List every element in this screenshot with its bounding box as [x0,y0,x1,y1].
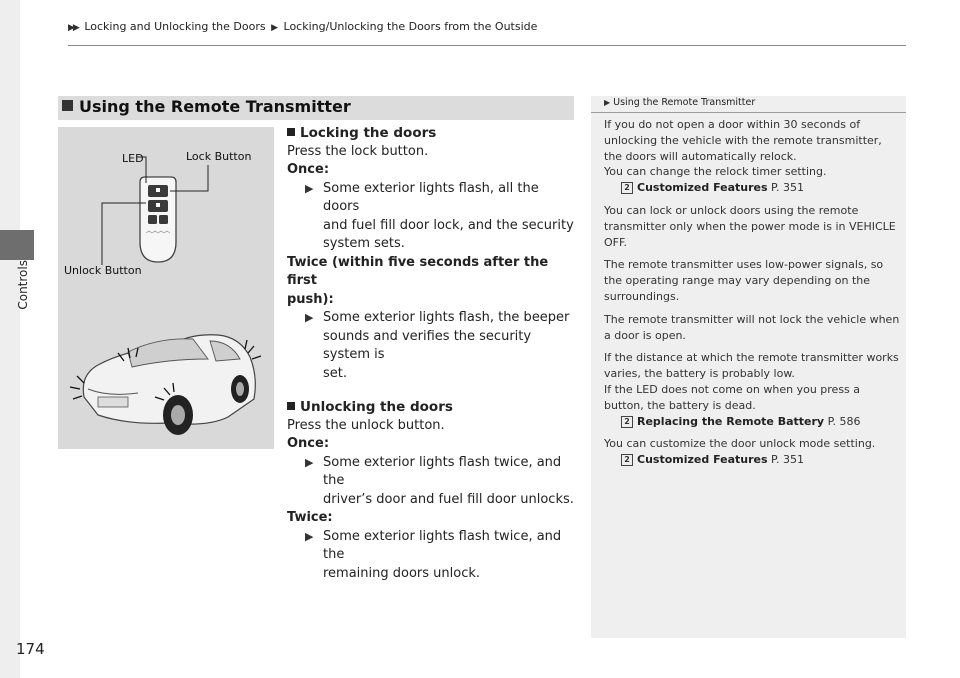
car-illustration-icon [70,335,261,435]
note-text: You can lock or unlock doors using the remote [604,203,859,217]
led-label: LED [122,152,144,165]
lock-button-label: Lock Button [186,150,252,163]
note-text: button, the battery is dead. [604,398,756,412]
breadcrumb [68,20,537,33]
figure-illustration [58,127,274,449]
cross-reference-link[interactable] [604,452,902,468]
side-tab-bar [0,0,20,678]
locking-once-text: Some exterior lights flash, all the doors [323,180,539,214]
note-text: The remote transmitter uses low-power signals, so [604,258,884,272]
reference-page: P. 586 [827,414,861,428]
square-bullet-icon [287,402,295,410]
locking-twice-label: Twice (within five seconds after the first [287,254,549,288]
note-text: The remote transmitter will not lock the vehicle when [604,312,900,326]
arrow-bullet-icon: ▶ [305,181,314,195]
side-tab-label: Controls [16,260,30,310]
locking-heading [287,124,577,143]
unlocking-twice-text: Some exterior lights flash twice, and the [323,528,562,562]
unlocking-once-text: driver’s door and fuel fill door unlocks. [323,491,574,507]
unlocking-once-item [287,454,577,510]
note-text: If the LED does not come on when you press a [604,382,861,396]
arrow-bullet-icon: ▶ [305,311,314,324]
locking-once-item [287,180,577,254]
reference-icon: 2 [621,182,633,194]
main-instructions [287,124,577,583]
breadcrumb-arrow-icon: ▶ [271,23,279,33]
reference-icon: 2 [621,416,633,428]
arrow-bullet-icon: ▶ [305,529,314,543]
arrow-bullet-icon: ▶ [305,455,314,469]
note-text: You can change the relock timer setting. [604,165,827,179]
note-text: the doors will automatically relock. [604,149,797,163]
note-text: transmitter only when the power mode is in VEHICLE [604,219,896,233]
reference-title: Customized Features [637,453,768,467]
side-tab-marker [0,230,34,260]
note-text: If the distance at which the remote transmitter works [604,351,899,365]
notes-body [604,117,902,468]
breadcrumb-level-2[interactable]: Locking/Unlocking the Doors from the Outside [283,20,538,33]
unlocking-twice-label: Twice: [287,510,333,525]
unlocking-heading [287,398,577,417]
note-text: surroundings. [604,289,680,303]
remote-transmitter-figure [58,127,274,449]
locking-twice-text: sounds and verifies the security system is [323,328,532,362]
breadcrumb-arrow-icon: ▶▶ [68,23,78,33]
locking-twice-text: Some exterior lights flash, the beeper [323,310,570,325]
note-text: varies, the battery is probably low. [604,367,795,381]
unlocking-heading-text: Unlocking the doors [300,399,453,415]
reference-page: P. 351 [771,181,804,195]
locking-intro: Press the lock button. [287,143,429,159]
reference-title: Replacing the Remote Battery [637,414,825,428]
section-title [62,97,351,116]
notes-marker-icon: ▶ [604,98,611,107]
note-text: the operating range may vary depending on the [604,274,871,288]
unlocking-twice-text: remaining doors unlock. [323,565,481,581]
unlock-button-label: Unlock Button [64,264,142,277]
header-divider [68,45,906,46]
reference-title: Customized Features [637,181,768,195]
note-text: unlocking the vehicle with the remote transmitter, [604,133,882,147]
page-number: 174 [16,640,45,658]
note-text: If you do not open a door within 30 seconds of [604,118,861,131]
locking-twice-item [287,309,577,383]
note-text: You can customize the door unlock mode setting. [604,437,876,451]
unlocking-once-label: Once: [287,436,330,451]
remote-key-fob-icon [140,177,176,262]
locking-once-label: Once: [287,162,330,177]
locking-once-text: system sets. [323,236,405,251]
notes-title [604,97,755,108]
square-bullet-icon [62,100,73,111]
notes-divider [591,112,906,113]
breadcrumb-level-1[interactable]: Locking and Unlocking the Doors [84,20,266,33]
cross-reference-link[interactable] [604,414,902,430]
reference-page: P. 351 [771,453,804,467]
square-bullet-icon [287,128,295,136]
locking-twice-text: set. [323,365,348,381]
section-title-text: Using the Remote Transmitter [79,97,351,116]
notes-title-text: Using the Remote Transmitter [613,97,756,108]
unlocking-intro: Press the unlock button. [287,417,445,433]
cross-reference-link[interactable] [604,180,902,196]
unlocking-once-text: Some exterior lights flash twice, and the [323,454,562,488]
locking-heading-text: Locking the doors [300,125,437,141]
locking-once-text: and fuel fill door lock, and the security [323,217,574,233]
note-text: a door is open. [604,328,686,342]
note-text: OFF. [604,235,628,249]
reference-icon: 2 [621,454,633,466]
locking-twice-label: push): [287,291,334,307]
unlocking-twice-item [287,528,577,584]
